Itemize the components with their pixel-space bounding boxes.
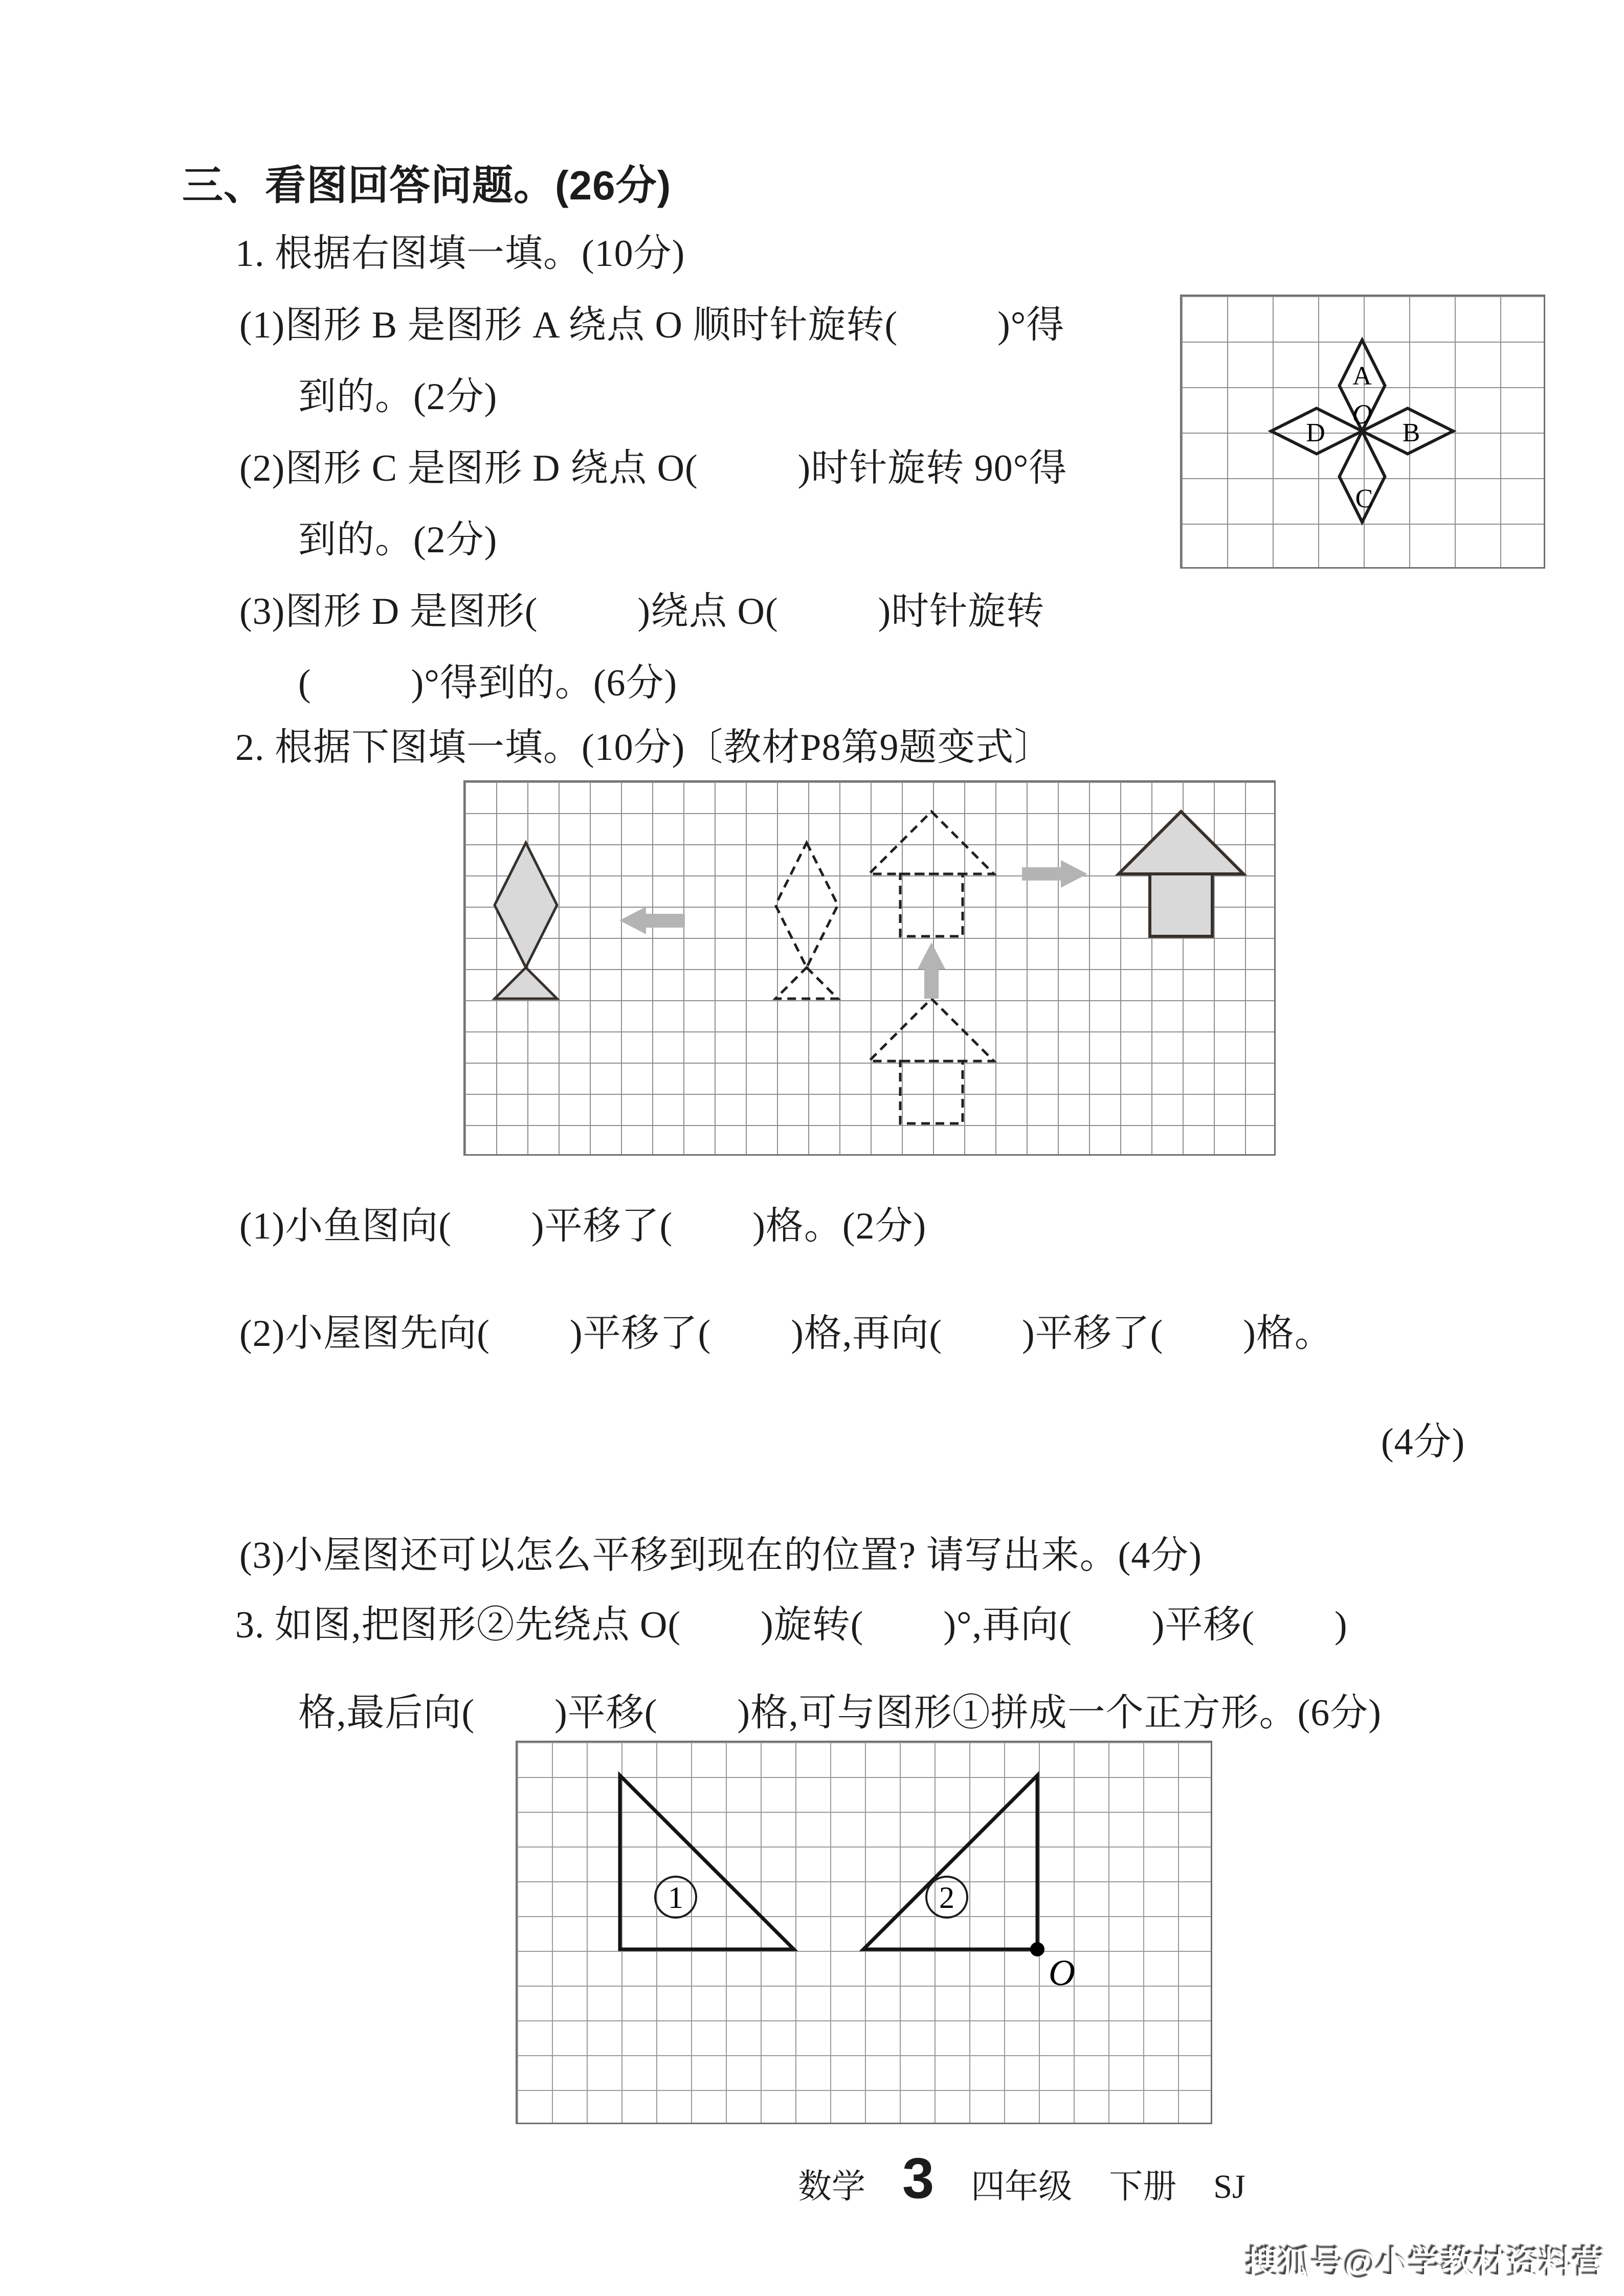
footer-subject: 数学 (798, 2168, 865, 2205)
fish-solid-tail (495, 967, 557, 999)
house-solid-body (1150, 874, 1212, 936)
point-O-dot (1030, 1942, 1044, 1956)
arrow-left-icon (619, 907, 685, 934)
q1-sub3-line1: (3)图形 D 是图形( )绕点 O( )时针旋转 (239, 591, 1045, 633)
q1-sub2-line2: 到的。(2分) (298, 519, 498, 561)
arrow-right-icon (1022, 860, 1087, 888)
footer-volume: 下册 (1109, 2168, 1177, 2205)
q1-sub1-line2: 到的。(2分) (298, 376, 498, 418)
q3-figure (516, 1741, 1212, 2124)
label-shape-A: A (1352, 362, 1372, 391)
q1-heading: 1. 根据右图填一填。(10分) (235, 233, 685, 275)
house-dashed-lower-roof (869, 999, 994, 1061)
label-point-O: O (1049, 1952, 1075, 1993)
fish-dashed-body (775, 843, 838, 967)
house-solid-roof (1119, 812, 1243, 874)
footer-edition: SJ (1213, 2168, 1245, 2205)
q1-sub2-line1: (2)图形 C 是图形 D 绕点 O( )时针旋转 90°得 (239, 447, 1067, 489)
q2-figure (463, 780, 1276, 1156)
q3-line2: 格,最后向( )平移( )格,可与图形①拼成一个正方形。(6分) (298, 1692, 1382, 1734)
label-shape-D: D (1306, 418, 1325, 447)
q1-figure (1180, 295, 1545, 569)
house-dashed-upper-roof (869, 812, 994, 874)
footer-page-number: 3 (902, 2146, 935, 2210)
page-footer (798, 2146, 1245, 2210)
q1-sub1-line1: (1)图形 B 是图形 A 绕点 O 顺时针旋转( )°得 (239, 304, 1065, 346)
house-dashed-upper-body (900, 874, 963, 936)
label-shape-C: C (1355, 484, 1373, 513)
q2-sub2: (2)小屋图先向( )平移了( )格,再向( )平移了( )格。 (239, 1313, 1333, 1355)
q1-sub3-line2: ( )°得到的。(6分) (298, 662, 678, 704)
fish-dashed-tail (775, 967, 838, 999)
q2-sub3: (3)小屋图还可以怎么平移到现在的位置? 请写出来。(4分) (239, 1535, 1202, 1577)
label-shape-B: B (1402, 418, 1420, 447)
section-title: 三、看图回答问题。(26分) (182, 163, 672, 208)
q2-sub2-score: (4分) (1381, 1421, 1465, 1463)
triangle-1 (620, 1775, 794, 1949)
q2-sub1: (1)小鱼图向( )平移了( )格。(2分) (239, 1205, 927, 1247)
label-point-O: O (1352, 399, 1372, 430)
label-triangle-2: 2 (939, 1881, 954, 1915)
q2-heading: 2. 根据下图填一填。(10分)〔教材P8第9题变式〕 (235, 727, 1053, 769)
watermark: 搜狐号@小学教材资料营 (1246, 2245, 1606, 2282)
house-dashed-lower-body (900, 1061, 963, 1123)
q3-line1: 3. 如图,把图形②先绕点 O( )旋转( )°,再向( )平移( ) (235, 1604, 1348, 1646)
triangle-2 (863, 1775, 1037, 1949)
footer-grade: 四年级 (971, 2168, 1073, 2205)
arrow-up-icon (918, 942, 945, 999)
label-triangle-1: 1 (668, 1881, 683, 1915)
fish-solid-body (495, 843, 557, 967)
